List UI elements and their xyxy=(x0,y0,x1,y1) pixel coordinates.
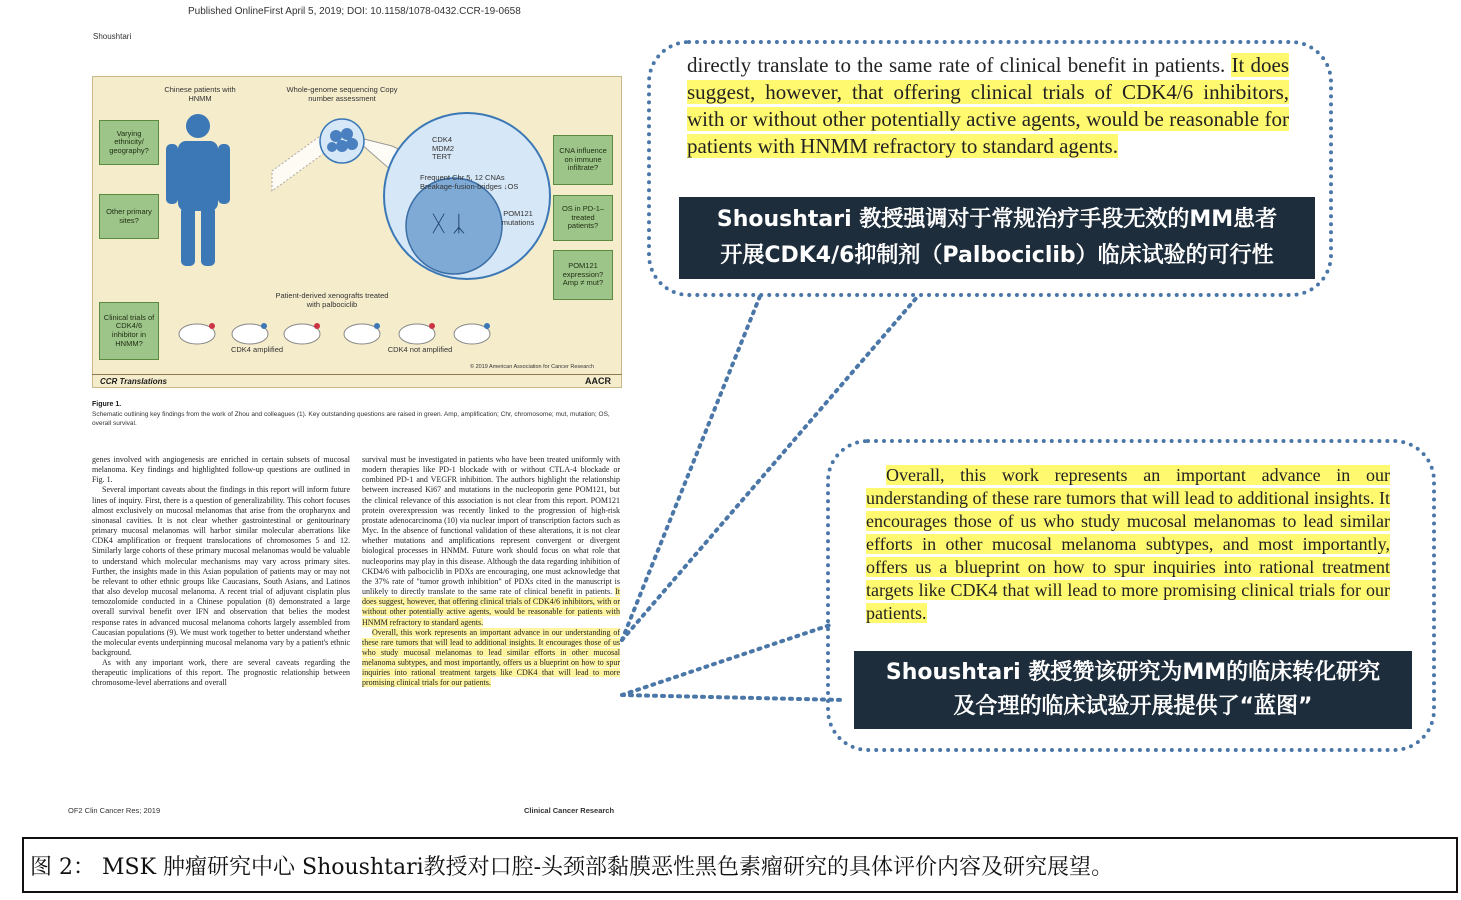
fig-label-chinese-patients: Chinese patients with HNMM xyxy=(164,85,236,103)
chromosome-glyphs: ᚷ ᛣ xyxy=(432,212,466,237)
connector-bottom-2 xyxy=(622,695,845,700)
callout-top-summary-line1: Shoushtari 教授强调对于常规治疗手段无效的MM患者 xyxy=(716,207,1278,232)
fig-xenograft: Patient-derived xenografts treated with palbociclib xyxy=(275,291,389,309)
callout-top-quote xyxy=(687,52,1289,160)
green-box-pom121: POM121 expression? Amp ≠ mut? xyxy=(553,250,613,300)
aacr-logo: AACR xyxy=(585,376,611,386)
callout-bottom-quote-highlight: Overall, this work represents an important advance in our understanding of these rare tumors that will lead to additional insights. It encourages those of us who study mucosal melanomas to lead similar efforts in other mucosal melanoma subtypes, and most importantly, offers us a blueprint on how to spur inquiries into rational treatment targets like CDK4 that will lead to more promising clinical trials for our patients. xyxy=(866,465,1390,623)
fig-cdk4-not-amplified: CDK4 not amplified xyxy=(387,345,453,354)
figure-caption-text: 图 2： MSK 肿瘤研究中心 Shoushtari教授对口腔-头颈部黏膜恶性黑色素瘤研究的具体评价内容及研究展望。 xyxy=(30,854,1114,880)
callout-top-quote-plain: directly translate to the same rate of clinical benefit in patients. xyxy=(687,53,1226,77)
connector-top xyxy=(622,296,760,640)
highlighted-overall-paragraph: Overall, this work represents an important advance in our understanding of these rare tumors that will lead to additional insights. It encourages those of us who study mucosal melanomas to lead similar efforts in other mucosal melanoma subtypes, and most importantly, offers us a blueprint on how to spur inquiries into rational treatment targets like CDK4 that will lead to more promising clinical trials for our patients. xyxy=(362,627,620,688)
page-footer-left: OF2 Clin Cancer Res; 2019 xyxy=(68,806,161,815)
paragraph-plain: survival must be investigated in patients who have been treated uniformly with modern therapies like PD-1 blockade with or without CTLA-4 blockade or combined PD-1 and VEGFR inhibition. The authors highlight the relationship between increased Ki67 and mutations in the nucleoporin gene POM121, but the clinical relevance of this association is not clear from this report. POM121 protein overexpression was recently linked to the progression of high-risk prostate adenocarcinoma (10) via nuclear import of transcription factors such as Myc. In the absence of functional validation of these alterations, it is not clear whether mutations and amplifications represent convergent or divergent biological processes in HNMM. Future work should focus on what role that nucleoporins may play in this disease. Although the data regarding inhibition of CKD4/6 with palbociclib in PDXs are encouraging, one must acknowledge that the 37% rate of "tumor growth inhibition" of PDXs cited in the manuscript is unlikely to directly translate to the same rate of clinical benefit in patients. xyxy=(362,455,620,597)
running-author: Shoushtari xyxy=(93,32,132,41)
figure-label: Figure 1. xyxy=(92,401,122,408)
fig-cna-text: Frequent Chr 5, 12 CNAs Breakage-fusion-bridges ↓OS xyxy=(420,173,519,191)
figure-caption-box xyxy=(22,837,1458,893)
highlighted-cdk46-sentence: It does suggest, however, that offering clinical trials of CDK4/6 inhibitors, with or without other potentially active agents, would be reasonable for patients with HNMM refractory to standard agents. xyxy=(362,587,620,627)
callout-top-summary-line2: 开展CDK4/6抑制剂（Palbociclib）临床试验的可行性 xyxy=(720,243,1274,268)
paragraph: genes involved with angiogenesis are enriched in certain subsets of mucosal melanoma. Key findings and highlighted follow-up questions are outlined in Fig. 1. xyxy=(92,455,350,485)
green-box-clinical-trials: Clinical trials of CDK4/6 inhibitor in HNMM? xyxy=(99,302,159,360)
green-box-primary-sites: Other primary sites? xyxy=(99,194,159,239)
paragraph: As with any important work, there are several caveats regarding the therapeutic implications of this report. The prognostic relationship between chromosome-level aberrations and overall xyxy=(92,658,350,688)
page-footer-right: Clinical Cancer Research xyxy=(524,806,615,815)
callout-bottom-summary-line1: Shoushtari 教授赞该研究为MM的临床转化研究 xyxy=(885,660,1381,685)
callout-bottom-summary xyxy=(854,651,1412,729)
connector-bottom xyxy=(622,625,830,695)
fig-genes: CDK4 MDM2 TERT xyxy=(432,135,455,162)
callout-bottom-quote xyxy=(866,464,1390,625)
fig-label-wgs: Whole-genome sequencing Copy number assessment xyxy=(286,85,398,103)
page-header: Published OnlineFirst April 5, 2019; DOI: 10.1158/1078-0432.CCR-19-0658 xyxy=(188,6,521,17)
fig-cdk4-amplified: CDK4 amplified xyxy=(230,345,284,354)
paragraph: Several important caveats about the findings in this report will inform future lines of inquiry. First, there is a question of generalizability. This cohort focuses almost exclusively on mucosal melanomas that arise from the oropharynx and sinonasal cavities. It is not clear whether gastrointestinal or genitourinary primary mucosal melanomas will harbor similar molecular aberrations like CDK4 amplification or frequent translocations of chromosomes 5 and 12. Similarly large cohorts of these primary mucosal melanomas would be valuable to understand which molecular mechanisms may vary across primary sites. Further, the insights made in this Asian population of patients may or may not be relevant to other ethnic groups like Caucasians, South Asians, and Latinos that also develop mucosal melanoma. A recent trial of adjuvant cisplatin plus temozolomide conducted in a Chinese population (8) demonstrated a large overall survival benefit over IFN and observation that belies the modest response rates in advanced mucosal melanoma cohorts largely assembled from Caucasian populations (9). We must work together to better understand whether the molecular events underpinning mucosal melanoma vary by a patient's ethnic background. xyxy=(92,485,350,657)
green-box-cna-immune: CNA influence on immune infiltrate? xyxy=(553,135,613,185)
callout-top-quote-highlight: It does suggest, however, that offering clinical trials of CDK4/6 inhibitors, with or without other potentially active agents, would be reasonable for patients with HNMM refractory to standard agents. xyxy=(687,53,1289,158)
callout-top-summary xyxy=(679,197,1315,279)
green-box-os-pd1: OS in PD-1–treated patients? xyxy=(553,195,613,241)
fig-pom121: POM121 mutations xyxy=(501,209,535,227)
figure-caption: Schematic outlining key findings from the work of Zhou and colleagues (1). Key outstanding questions are raised in green. Amp, amplification; Chr, chromosome; mut, mutation; OS, overall survival. xyxy=(92,411,610,427)
fig-footer-left: CCR Translations xyxy=(100,377,167,386)
green-box-ethnicity: Varying ethnicity/ geography? xyxy=(99,120,159,165)
callout-bottom-summary-line2: 及合理的临床试验开展提供了“蓝图” xyxy=(953,694,1313,719)
fig-copyright: © 2019 American Association for Cancer Research xyxy=(470,364,594,370)
